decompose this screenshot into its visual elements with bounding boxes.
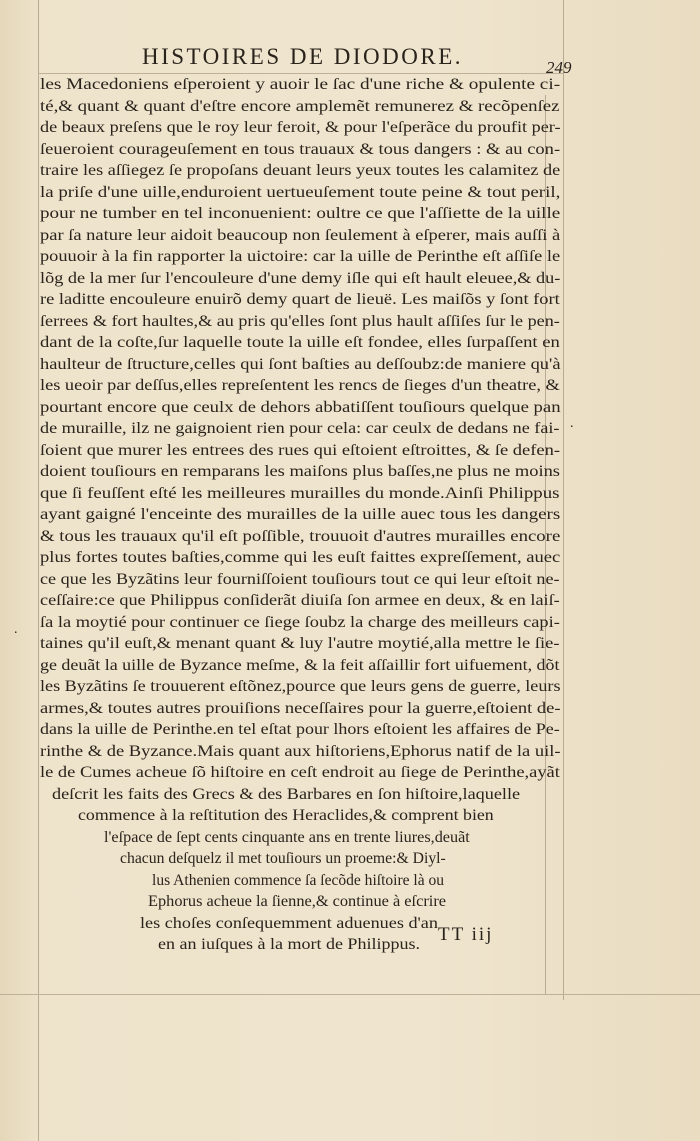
text-line: ge deuãt la uille de Byzance meſme, & la feit aſſaillir fort uifuement, dõt [40, 654, 560, 674]
signature-mark: TT iij [438, 924, 494, 945]
text-line: de muraille, ilz ne gaignoient rien pour cela: car ceulx de dedans ne fai- [40, 418, 560, 437]
text-line: commence à la reſtitution des Heraclides,& comprent bien [78, 805, 494, 824]
text-line: que ſi feuſſent eſté les meilleures murailles du monde.Ainſi Philippus [40, 482, 560, 502]
text-line: ſoient que murer les entrees des rues qui eſtoient eſtroittes, & ſe defen- [40, 439, 560, 459]
text-line: dant de la coſte,ſur laquelle toute la uille eſt fondee, elles ſurpaſſent en [40, 332, 560, 351]
text-line: les Macedoniens eſperoient y auoir le ſac d'une riche & opulente ci- [40, 74, 561, 93]
text-line: pourtant encore que ceulx de dehors abbatiſſent touſiours quelque pan [40, 396, 561, 416]
text-line: té,& quant & quant d'eſtre encore amplemẽt remunerez & recõpenſez [40, 95, 560, 115]
running-title: HISTOIRES DE DIODORE. [141, 44, 464, 69]
text-line: traire les aſſiegez ſe propoſans deuant leurs yeux toutes les calamitez de [40, 160, 561, 179]
text-line: ſerrees & fort haultes,& au pris qu'elles ſont plus hault aſſiſes ſur le pen- [40, 310, 560, 330]
text-line: ayant gaigné l'enceinte des murailles de la uille auec tous les dangers [40, 504, 561, 523]
text-line: Ephorus acheue la ſienne,& continue à eſcrire [148, 891, 447, 910]
text-line: de beaux preſens que le roy leur feroit, & pour l'eſperãce du proufit per- [40, 117, 561, 136]
text-line: la priſe d'une uille,enduroient uertueuſement toute peine & tout peril, [40, 181, 561, 201]
margin-mark: . [570, 416, 574, 431]
text-line: taines qu'il euſt,& menant quant & luy l'autre moytié,alla mettre le ſie- [40, 633, 560, 652]
margin-rule-left [38, 0, 39, 1141]
text-line: ſa la moytié pour continuer ce ſiege ſoubz la charge des meilleurs capi- [40, 611, 560, 631]
text-line: & tous les trauaux qu'il eſt poſſible, trouuoit d'autres murailles encore [40, 525, 561, 545]
text-line: les choſes conſequemment aduenues d'an [140, 912, 438, 932]
text-line: par ſa nature leur aidoit beaucoup non ſeulement à eſperer, mais auſſi à [40, 224, 561, 244]
text-line: rinthe & de Byzance.Mais quant aux hiſtoriens,Ephorus natif de la uil- [40, 740, 561, 760]
text-line: l'eſpace de ſept cents cinquante ans en trente liures,deuãt [104, 826, 470, 846]
text-line: plus fortes toutes baſties,comme qui les euſt faittes expreſſement, auec [40, 547, 561, 566]
text-line: doient touſiours en remparans les maiſons plus baſſes,ne plus ne moins [40, 461, 560, 480]
text-line: chacun deſquelz il met touſiours un proeme:& Diyl- [120, 848, 446, 867]
text-line: ce que les Byzãtins leur fourniſſoient touſiours tout ce qui leur eſtoit ne- [40, 568, 560, 588]
text-line: ceſſaire:ce que Philippus conſiderãt diuiſa ſon armee en deux, & en laiſ- [40, 590, 560, 609]
text-line: pouuoir à la fin rapporter la uictoire: car la uille de Perinthe eſt aſſiſe le [40, 246, 561, 265]
margin-mark: . [14, 622, 18, 637]
text-line: en an iuſques à la mort de Philippus. [158, 934, 420, 953]
text-line: les Byzãtins ſe trouuerent eſtõnez,pource que leurs gens de guerre, leurs [40, 676, 561, 695]
text-line: lus Athenien commence ſa ſecõde hiſtoire là ou [152, 869, 445, 889]
text-line: lõg de la mer ſur l'encouleure d'une demy iſle qui eſt hault eleuee,& du- [40, 267, 561, 287]
text-line: pour ne tumber en tel inconuenient: oultre ce que l'aſſiette de la uille [40, 203, 561, 222]
text-line: les ueoir par deſſus,elles repreſentent les rencs de ſieges d'un theatre, & [40, 375, 560, 394]
text-line: dans la uille de Perinthe.en tel eſtat pour lhors eſtoient les affaires de Pe- [40, 719, 560, 738]
margin-rule-right [563, 0, 564, 1000]
text-line: ſeueroient courageuſement en tous trauaux & tous dangers : & au con- [40, 138, 561, 158]
text-line: le de Cumes acheue ſõ hiſtoire en ceſt endroit au ſiege de Perinthe,ayãt [40, 762, 560, 781]
page-number: 249 [546, 58, 572, 77]
text-line: re laditte encouleure enuirõ demy quart de lieuë. Les maiſõs y ſont fort [40, 289, 560, 308]
margin-rule-bottom [0, 994, 700, 995]
text-line: armes,& toutes autres prouiſions neceſſaires pour la guerre,eſtoient de- [40, 697, 561, 717]
text-line: haulteur de ſtructure,celles qui ſont baſties au deſſoubz:de maniere qu'à [40, 353, 561, 373]
text-line: deſcrit les faits des Grecs & des Barbares en ſon hiſtoire,laquelle [52, 783, 521, 803]
